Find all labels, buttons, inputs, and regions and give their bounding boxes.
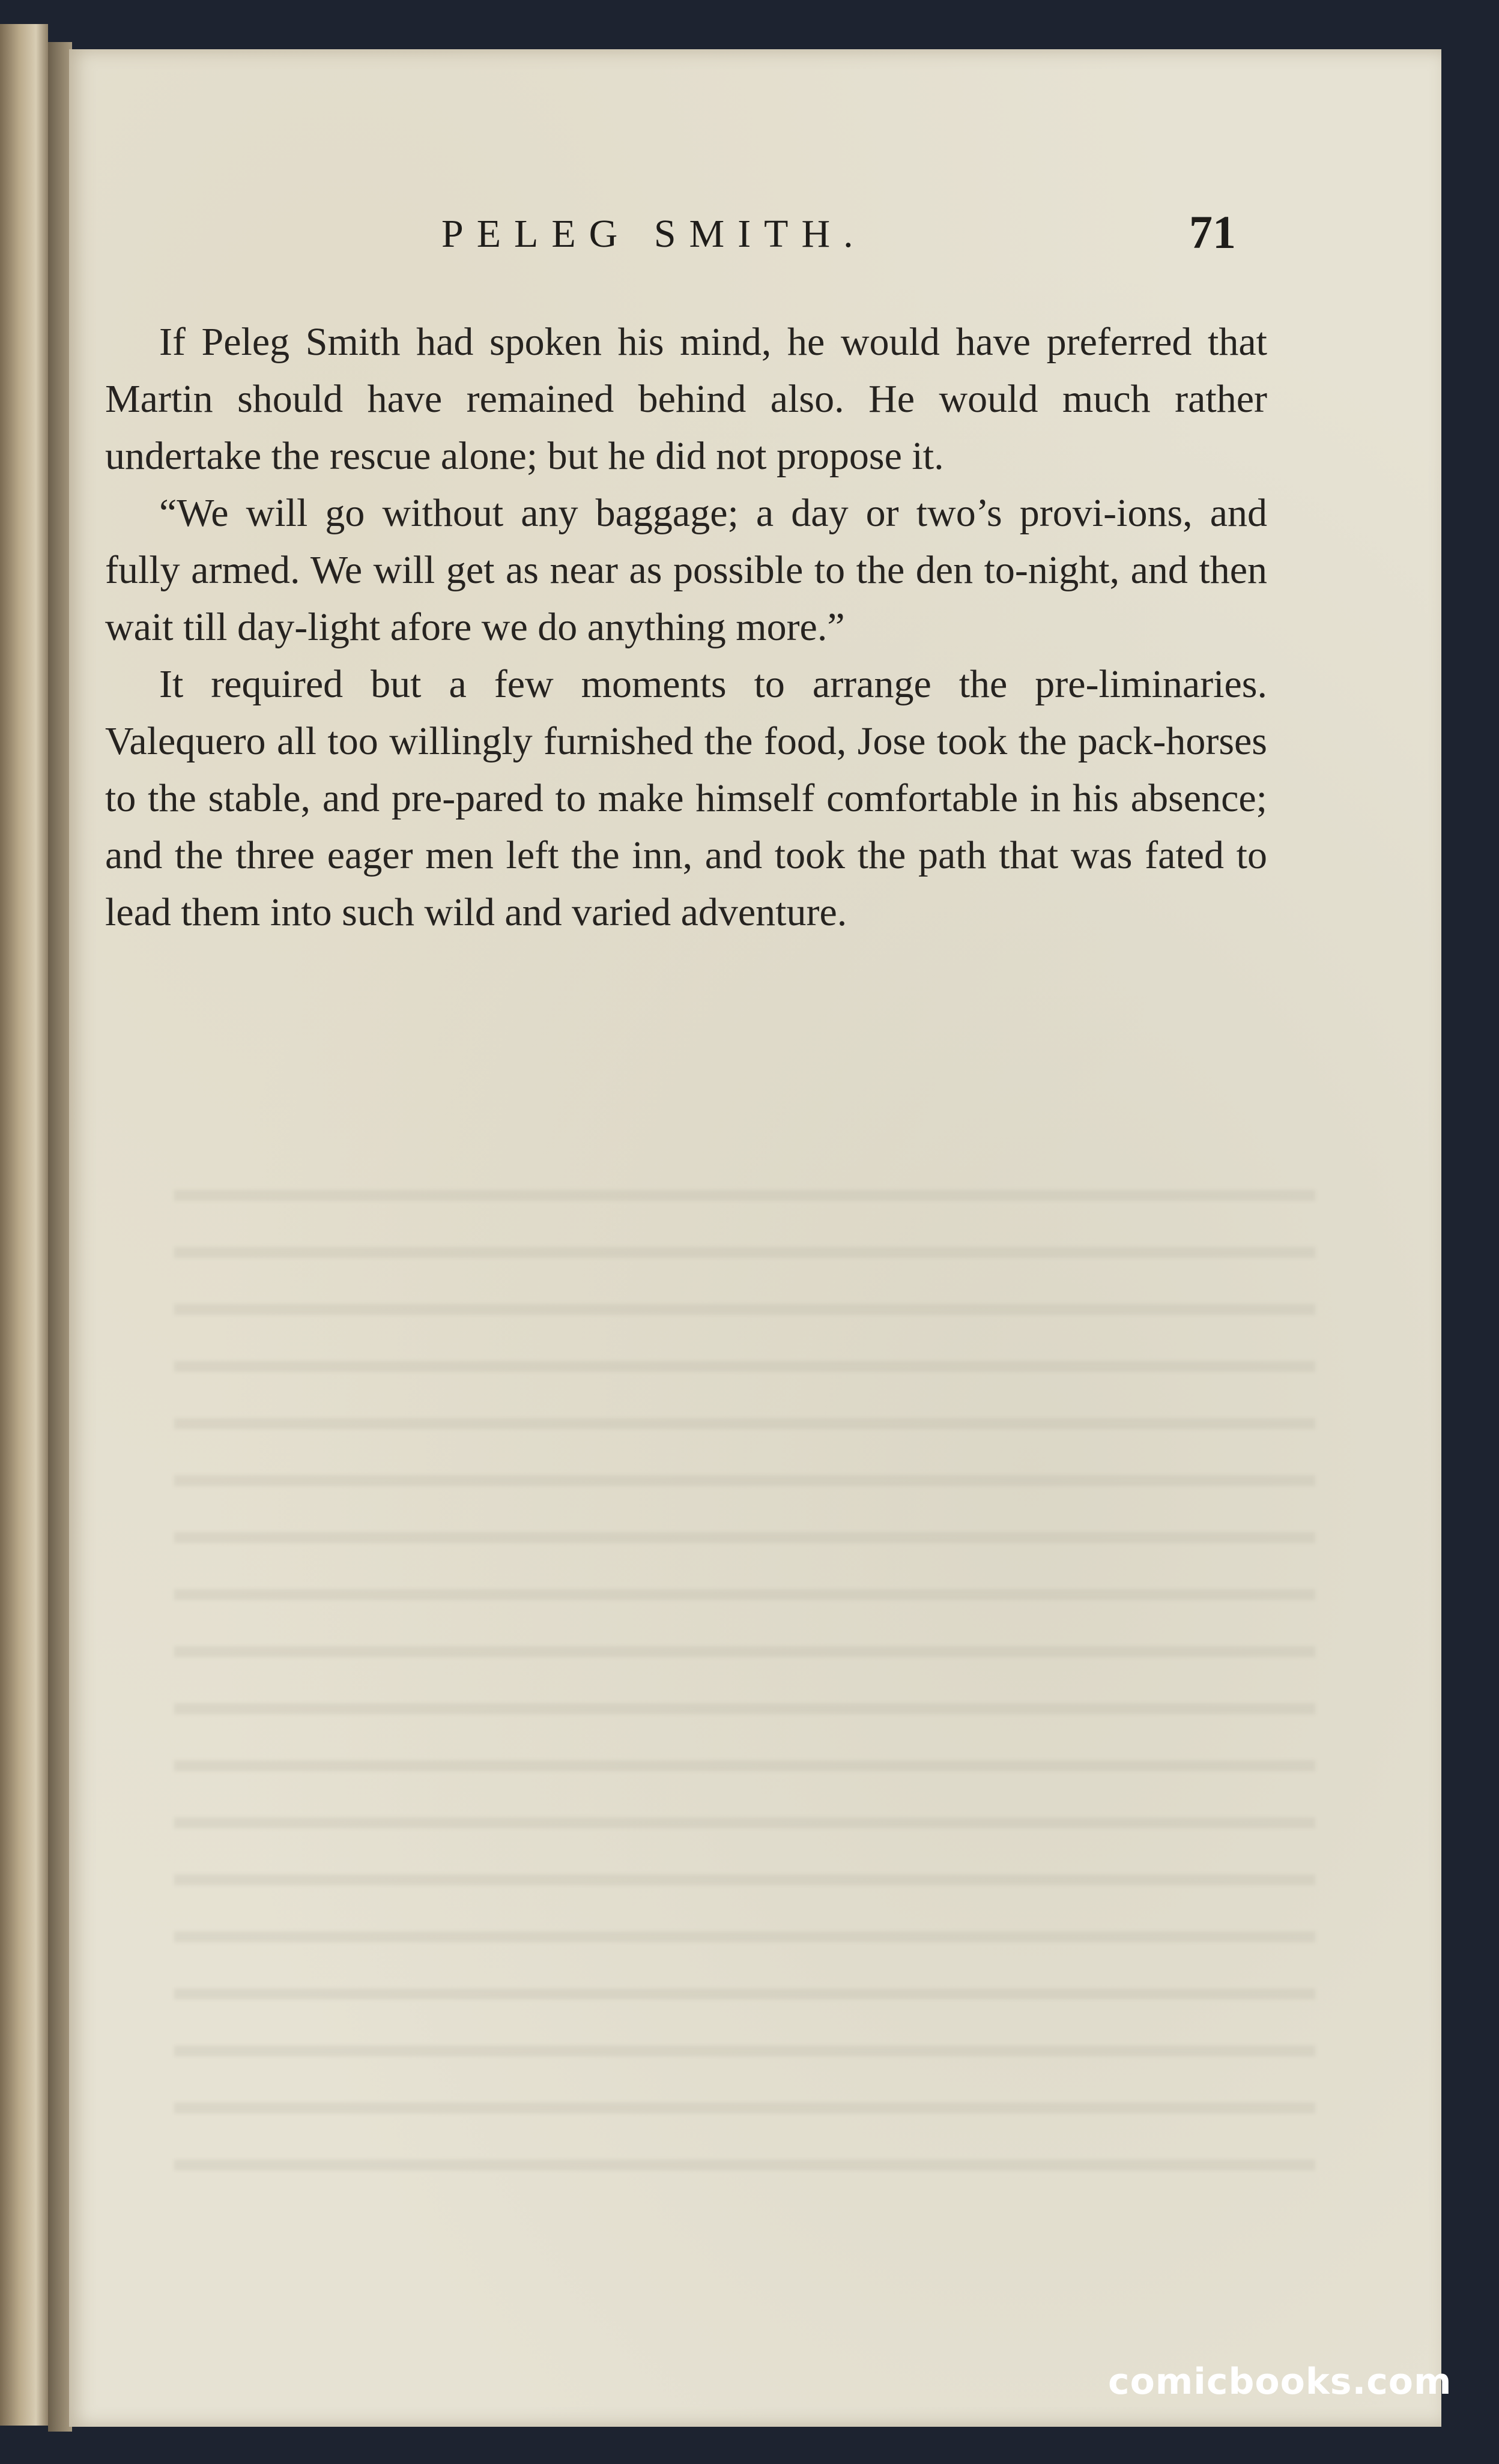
paragraph-2: “We will go without any baggage; a day or two’s provi-ions, and fully armed. We will get as near as possible to the den to-night, and then wait till day-light afore we do anything more.” <box>105 491 1267 649</box>
body-text <box>105 313 1267 941</box>
bleed-through-text <box>174 1154 1315 2175</box>
book-page <box>69 49 1441 2427</box>
paragraph-1: If Peleg Smith had spoken his mind, he would have preferred that Martin should have remained behind also. He would much rather undertake the rescue alone; but he did not propose it. <box>105 320 1267 478</box>
page-number: 71 <box>1189 206 1236 258</box>
previous-page-edge <box>0 24 48 2426</box>
running-head <box>69 199 1441 265</box>
site-watermark: comicbooks.com <box>1108 2361 1452 2403</box>
paragraph-3: It required but a few moments to arrange the pre-liminaries. Valequero all too willingly furnished the food, Jose took the pack-horses to the stable, and pre-pared to make himself comfortable in his absence; and the three eager men left the inn, and took the path that was fated to lead them into such wild and varied adventure. <box>105 662 1267 934</box>
book-gutter <box>48 42 72 2432</box>
running-title: PELEG SMITH. <box>441 212 867 256</box>
